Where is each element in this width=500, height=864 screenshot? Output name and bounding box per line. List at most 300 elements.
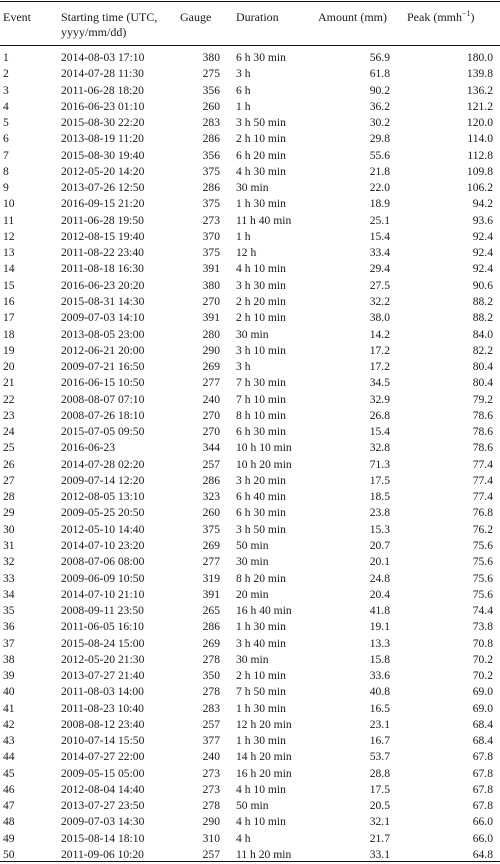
cell-starting-time: 2008-09-11 23:50 bbox=[61, 604, 144, 618]
cell-duration: 30 min bbox=[236, 181, 269, 195]
cell-gauge: 356 bbox=[202, 148, 220, 162]
cell-starting-time: 2013-07-27 23:50 bbox=[61, 799, 145, 813]
cell-amount: 56.9 bbox=[369, 51, 390, 64]
cell-event: 7 bbox=[3, 148, 9, 162]
cell-amount: 30.2 bbox=[369, 116, 390, 130]
cell-peak: 88.2 bbox=[472, 311, 493, 325]
cell-amount: 29.8 bbox=[369, 132, 390, 146]
cell-gauge: 375 bbox=[202, 164, 220, 178]
cell-peak: 73.8 bbox=[472, 620, 493, 634]
cell-amount: 33.4 bbox=[369, 246, 390, 260]
cell-starting-time: 2015-08-31 14:30 bbox=[61, 294, 145, 308]
table-row bbox=[0, 505, 500, 521]
cell-starting-time: 2011-08-18 16:30 bbox=[61, 262, 144, 276]
cell-event: 46 bbox=[3, 782, 15, 796]
cell-gauge: 391 bbox=[202, 262, 220, 276]
cell-gauge: 391 bbox=[202, 587, 220, 601]
cell-duration: 3 h bbox=[236, 67, 251, 81]
table-row bbox=[0, 684, 500, 700]
cell-gauge: 280 bbox=[202, 327, 220, 341]
cell-peak: 67.8 bbox=[472, 750, 493, 764]
header-amount: Amount (mm) bbox=[318, 10, 387, 24]
table-row bbox=[0, 50, 500, 66]
cell-event: 45 bbox=[3, 766, 15, 780]
table-row bbox=[0, 814, 500, 830]
cell-peak: 88.2 bbox=[472, 294, 493, 308]
cell-peak: 69.0 bbox=[472, 685, 493, 699]
cell-event: 43 bbox=[3, 734, 15, 748]
cell-amount: 22.0 bbox=[369, 181, 390, 195]
cell-event: 11 bbox=[3, 213, 15, 227]
table-row bbox=[0, 343, 500, 359]
cell-duration: 8 h 10 min bbox=[236, 408, 286, 422]
table-row bbox=[0, 83, 500, 99]
cell-starting-time: 2016-06-15 10:50 bbox=[61, 376, 145, 390]
cell-amount: 17.2 bbox=[369, 343, 390, 357]
cell-duration: 12 h 20 min bbox=[236, 717, 292, 731]
cell-gauge: 375 bbox=[202, 197, 220, 211]
cell-starting-time: 2014-07-28 02:20 bbox=[61, 457, 145, 471]
cell-peak: 70.2 bbox=[472, 652, 493, 666]
cell-event: 34 bbox=[3, 587, 15, 601]
cell-starting-time: 2009-07-21 16:50 bbox=[61, 360, 145, 374]
cell-amount: 27.5 bbox=[369, 278, 390, 292]
cell-amount: 55.6 bbox=[369, 148, 390, 162]
cell-starting-time: 2014-07-27 22:00 bbox=[61, 750, 145, 764]
cell-event: 3 bbox=[3, 83, 9, 97]
cell-amount: 53.7 bbox=[369, 750, 390, 764]
cell-event: 35 bbox=[3, 604, 15, 618]
cell-duration: 11 h 40 min bbox=[236, 213, 292, 227]
cell-duration: 2 h 20 min bbox=[236, 294, 286, 308]
cell-duration: 16 h 40 min bbox=[236, 604, 292, 618]
table-row bbox=[0, 99, 500, 115]
cell-event: 9 bbox=[3, 181, 9, 195]
cell-amount: 13.3 bbox=[369, 636, 390, 650]
cell-peak: 80.4 bbox=[472, 376, 493, 390]
cell-peak: 77.4 bbox=[472, 457, 493, 471]
table-row bbox=[0, 131, 500, 147]
cell-starting-time: 2012-08-15 19:40 bbox=[61, 229, 145, 243]
cell-event: 26 bbox=[3, 457, 15, 471]
cell-amount: 15.4 bbox=[369, 229, 390, 243]
header-peak-exponent: −1 bbox=[462, 9, 471, 18]
cell-gauge: 370 bbox=[202, 229, 220, 243]
cell-duration: 50 min bbox=[236, 538, 269, 552]
cell-peak: 68.4 bbox=[472, 717, 493, 731]
cell-gauge: 273 bbox=[202, 766, 220, 780]
cell-amount: 15.3 bbox=[369, 522, 390, 536]
cell-amount: 16.7 bbox=[369, 734, 390, 748]
cell-peak: 120.0 bbox=[466, 116, 493, 130]
table-row bbox=[0, 636, 500, 652]
cell-peak: 78.6 bbox=[472, 425, 493, 439]
cell-duration: 11 h 20 min bbox=[236, 848, 292, 862]
cell-gauge: 278 bbox=[202, 799, 220, 813]
cell-amount: 26.8 bbox=[369, 408, 390, 422]
cell-peak: 78.6 bbox=[472, 408, 493, 422]
cell-duration: 1 h 30 min bbox=[236, 734, 286, 748]
table-header-rule bbox=[0, 45, 500, 46]
header-peak-suffix: ) bbox=[470, 10, 475, 24]
table-body bbox=[0, 50, 500, 863]
cell-peak: 136.2 bbox=[466, 83, 493, 97]
cell-starting-time: 2012-06-21 20:00 bbox=[61, 343, 145, 357]
cell-starting-time: 2015-08-14 18:10 bbox=[61, 831, 145, 845]
cell-peak: 70.8 bbox=[472, 636, 493, 650]
cell-amount: 21.7 bbox=[369, 831, 390, 845]
cell-starting-time: 2012-05-20 21:30 bbox=[61, 652, 145, 666]
cell-duration: 2 h 10 min bbox=[236, 132, 286, 146]
cell-gauge: 286 bbox=[202, 132, 220, 146]
table-row bbox=[0, 424, 500, 440]
cell-starting-time: 2012-05-10 14:40 bbox=[61, 522, 145, 536]
cell-duration: 10 h 20 min bbox=[236, 457, 292, 471]
cell-starting-time: 2011-08-23 10:40 bbox=[61, 701, 144, 715]
cell-gauge: 380 bbox=[202, 278, 220, 292]
cell-gauge: 269 bbox=[202, 538, 220, 552]
cell-event: 29 bbox=[3, 506, 15, 520]
cell-gauge: 275 bbox=[202, 67, 220, 81]
cell-gauge: 375 bbox=[202, 246, 220, 260]
cell-gauge: 269 bbox=[202, 636, 220, 650]
cell-peak: 75.6 bbox=[472, 538, 493, 552]
cell-amount: 33.6 bbox=[369, 669, 390, 683]
cell-amount: 23.8 bbox=[369, 506, 390, 520]
cell-peak: 69.0 bbox=[472, 701, 493, 715]
cell-event: 41 bbox=[3, 701, 15, 715]
cell-starting-time: 2009-05-25 20:50 bbox=[61, 506, 145, 520]
cell-starting-time: 2008-08-12 23:40 bbox=[61, 717, 145, 731]
cell-duration: 7 h 30 min bbox=[236, 376, 286, 390]
cell-amount: 15.8 bbox=[369, 652, 390, 666]
cell-event: 38 bbox=[3, 652, 15, 666]
cell-amount: 23.1 bbox=[369, 717, 390, 731]
cell-peak: 121.2 bbox=[466, 99, 493, 113]
cell-duration: 3 h 30 min bbox=[236, 278, 286, 292]
cell-duration: 12 h bbox=[236, 246, 257, 260]
cell-peak: 77.4 bbox=[472, 490, 493, 504]
cell-duration: 3 h 40 min bbox=[236, 636, 286, 650]
table-row bbox=[0, 717, 500, 733]
cell-event: 33 bbox=[3, 571, 15, 585]
cell-starting-time: 2009-07-03 14:30 bbox=[61, 815, 145, 829]
cell-duration: 14 h 20 min bbox=[236, 750, 292, 764]
cell-duration: 8 h 20 min bbox=[236, 571, 286, 585]
cell-duration: 6 h 30 min bbox=[236, 51, 286, 64]
cell-peak: 93.6 bbox=[472, 213, 493, 227]
cell-starting-time: 2012-05-20 14:20 bbox=[61, 164, 145, 178]
table-row bbox=[0, 522, 500, 538]
cell-starting-time: 2011-06-05 16:10 bbox=[61, 620, 144, 634]
cell-amount: 28.8 bbox=[369, 766, 390, 780]
cell-event: 47 bbox=[3, 799, 15, 813]
cell-peak: 109.8 bbox=[466, 164, 493, 178]
table-bottom-rule bbox=[0, 861, 500, 862]
cell-amount: 20.5 bbox=[369, 799, 390, 813]
cell-gauge: 323 bbox=[202, 490, 220, 504]
cell-gauge: 319 bbox=[202, 571, 220, 585]
cell-starting-time: 2008-07-06 08:00 bbox=[61, 555, 145, 569]
cell-duration: 1 h 30 min bbox=[236, 701, 286, 715]
cell-event: 1 bbox=[3, 51, 9, 64]
table-row bbox=[0, 603, 500, 619]
cell-duration: 2 h 10 min bbox=[236, 669, 286, 683]
cell-duration: 7 h 50 min bbox=[236, 685, 286, 699]
cell-starting-time: 2013-08-05 23:00 bbox=[61, 327, 145, 341]
cell-starting-time: 2009-07-14 12:20 bbox=[61, 473, 145, 487]
table-row bbox=[0, 619, 500, 635]
cell-amount: 24.8 bbox=[369, 571, 390, 585]
table-row bbox=[0, 766, 500, 782]
cell-peak: 67.8 bbox=[472, 782, 493, 796]
cell-amount: 32.9 bbox=[369, 392, 390, 406]
table-row bbox=[0, 538, 500, 554]
cell-event: 21 bbox=[3, 376, 15, 390]
cell-event: 19 bbox=[3, 343, 15, 357]
cell-starting-time: 2014-07-10 23:20 bbox=[61, 538, 145, 552]
cell-peak: 92.4 bbox=[472, 246, 493, 260]
cell-amount: 18.5 bbox=[369, 490, 390, 504]
cell-event: 13 bbox=[3, 246, 15, 260]
table-row bbox=[0, 229, 500, 245]
cell-event: 32 bbox=[3, 555, 15, 569]
header-peak bbox=[407, 10, 475, 25]
cell-duration: 4 h bbox=[236, 831, 251, 845]
header-starting-time-line1: Starting time (UTC, bbox=[61, 10, 158, 24]
cell-peak: 67.8 bbox=[472, 766, 493, 780]
table-top-rule bbox=[0, 1, 500, 2]
table-row bbox=[0, 245, 500, 261]
cell-amount: 19.1 bbox=[369, 620, 390, 634]
cell-event: 42 bbox=[3, 717, 15, 731]
cell-gauge: 290 bbox=[202, 815, 220, 829]
table-row bbox=[0, 278, 500, 294]
cell-gauge: 283 bbox=[202, 116, 220, 130]
cell-event: 14 bbox=[3, 262, 15, 276]
cell-peak: 92.4 bbox=[472, 229, 493, 243]
cell-amount: 29.4 bbox=[369, 262, 390, 276]
cell-starting-time: 2015-08-24 15:00 bbox=[61, 636, 145, 650]
cell-amount: 90.2 bbox=[369, 83, 390, 97]
cell-duration: 6 h bbox=[236, 83, 251, 97]
cell-event: 25 bbox=[3, 441, 15, 455]
cell-starting-time: 2016-09-15 21:20 bbox=[61, 197, 145, 211]
table-row bbox=[0, 782, 500, 798]
cell-starting-time: 2009-05-15 05:00 bbox=[61, 766, 145, 780]
cell-peak: 74.4 bbox=[472, 604, 493, 618]
cell-event: 18 bbox=[3, 327, 15, 341]
cell-starting-time: 2008-08-07 07:10 bbox=[61, 392, 145, 406]
cell-gauge: 375 bbox=[202, 522, 220, 536]
cell-amount: 32.8 bbox=[369, 441, 390, 455]
cell-starting-time: 2015-08-30 22:20 bbox=[61, 116, 145, 130]
table-row bbox=[0, 359, 500, 375]
cell-peak: 79.2 bbox=[472, 392, 493, 406]
cell-duration: 3 h bbox=[236, 360, 251, 374]
cell-event: 12 bbox=[3, 229, 15, 243]
cell-amount: 36.2 bbox=[369, 99, 390, 113]
table-row bbox=[0, 294, 500, 310]
cell-amount: 15.4 bbox=[369, 425, 390, 439]
cell-gauge: 286 bbox=[202, 181, 220, 195]
cell-amount: 16.5 bbox=[369, 701, 390, 715]
cell-peak: 66.0 bbox=[472, 815, 493, 829]
cell-starting-time: 2011-08-22 23:40 bbox=[61, 246, 144, 260]
cell-gauge: 290 bbox=[202, 343, 220, 357]
cell-event: 37 bbox=[3, 636, 15, 650]
cell-duration: 20 min bbox=[236, 587, 269, 601]
cell-amount: 17.5 bbox=[369, 473, 390, 487]
cell-duration: 1 h 30 min bbox=[236, 620, 286, 634]
cell-gauge: 286 bbox=[202, 473, 220, 487]
cell-gauge: 391 bbox=[202, 311, 220, 325]
table-row bbox=[0, 310, 500, 326]
cell-gauge: 278 bbox=[202, 685, 220, 699]
table-row bbox=[0, 571, 500, 587]
cell-peak: 94.2 bbox=[472, 197, 493, 211]
table-row bbox=[0, 180, 500, 196]
cell-duration: 3 h 10 min bbox=[236, 343, 286, 357]
cell-amount: 17.2 bbox=[369, 360, 390, 374]
cell-event: 15 bbox=[3, 278, 15, 292]
cell-duration: 6 h 30 min bbox=[236, 425, 286, 439]
header-event: Event bbox=[3, 10, 31, 24]
table-row bbox=[0, 457, 500, 473]
cell-event: 4 bbox=[3, 99, 9, 113]
cell-event: 30 bbox=[3, 522, 15, 536]
cell-event: 27 bbox=[3, 473, 15, 487]
table-row bbox=[0, 375, 500, 391]
cell-duration: 30 min bbox=[236, 652, 269, 666]
cell-amount: 17.5 bbox=[369, 782, 390, 796]
cell-amount: 40.8 bbox=[369, 685, 390, 699]
table-row bbox=[0, 831, 500, 847]
cell-amount: 38.0 bbox=[369, 311, 390, 325]
cell-gauge: 356 bbox=[202, 83, 220, 97]
cell-duration: 50 min bbox=[236, 799, 269, 813]
cell-event: 5 bbox=[3, 116, 9, 130]
cell-starting-time: 2012-08-05 13:10 bbox=[61, 490, 145, 504]
cell-duration: 1 h bbox=[236, 229, 251, 243]
cell-gauge: 344 bbox=[202, 441, 220, 455]
cell-peak: 80.4 bbox=[472, 360, 493, 374]
table-row bbox=[0, 587, 500, 603]
header-duration: Duration bbox=[236, 10, 279, 24]
cell-starting-time: 2015-08-30 19:40 bbox=[61, 148, 145, 162]
cell-starting-time: 2011-06-28 18:20 bbox=[61, 83, 144, 97]
cell-event: 2 bbox=[3, 67, 9, 81]
cell-gauge: 240 bbox=[202, 392, 220, 406]
cell-event: 17 bbox=[3, 311, 15, 325]
cell-peak: 64.8 bbox=[472, 848, 493, 862]
cell-gauge: 350 bbox=[202, 669, 220, 683]
cell-peak: 92.4 bbox=[472, 262, 493, 276]
cell-amount: 71.3 bbox=[369, 457, 390, 471]
cell-gauge: 377 bbox=[202, 734, 220, 748]
table-row bbox=[0, 66, 500, 82]
cell-event: 40 bbox=[3, 685, 15, 699]
cell-duration: 1 h bbox=[236, 99, 251, 113]
cell-event: 50 bbox=[3, 848, 15, 862]
cell-amount: 20.7 bbox=[369, 538, 390, 552]
cell-duration: 7 h 10 min bbox=[236, 392, 286, 406]
table-row bbox=[0, 261, 500, 277]
table-row bbox=[0, 733, 500, 749]
cell-duration: 30 min bbox=[236, 555, 269, 569]
table-row bbox=[0, 554, 500, 570]
cell-gauge: 277 bbox=[202, 555, 220, 569]
cell-peak: 112.8 bbox=[467, 148, 493, 162]
cell-event: 28 bbox=[3, 490, 15, 504]
header-peak-prefix: Peak (mmh bbox=[407, 10, 462, 24]
cell-peak: 180.0 bbox=[466, 51, 493, 64]
cell-gauge: 273 bbox=[202, 782, 220, 796]
cell-peak: 68.4 bbox=[472, 734, 493, 748]
cell-peak: 66.0 bbox=[472, 831, 493, 845]
cell-event: 36 bbox=[3, 620, 15, 634]
cell-peak: 139.8 bbox=[466, 67, 493, 81]
table-row bbox=[0, 798, 500, 814]
cell-event: 24 bbox=[3, 425, 15, 439]
table-row bbox=[0, 489, 500, 505]
table-row bbox=[0, 148, 500, 164]
cell-starting-time: 2011-09-06 10:20 bbox=[61, 848, 144, 862]
cell-event: 22 bbox=[3, 392, 15, 406]
cell-gauge: 257 bbox=[202, 457, 220, 471]
cell-duration: 3 h 20 min bbox=[236, 473, 286, 487]
cell-starting-time: 2013-07-27 21:40 bbox=[61, 669, 145, 683]
cell-amount: 14.2 bbox=[369, 327, 390, 341]
cell-amount: 18.9 bbox=[369, 197, 390, 211]
cell-event: 16 bbox=[3, 294, 15, 308]
cell-gauge: 269 bbox=[202, 360, 220, 374]
cell-starting-time: 2011-06-28 19:50 bbox=[61, 213, 144, 227]
cell-peak: 76.8 bbox=[472, 506, 493, 520]
cell-gauge: 277 bbox=[202, 376, 220, 390]
cell-starting-time: 2009-07-03 14:10 bbox=[61, 311, 145, 325]
cell-peak: 77.4 bbox=[472, 473, 493, 487]
cell-event: 48 bbox=[3, 815, 15, 829]
table-header bbox=[0, 10, 500, 44]
cell-starting-time: 2013-07-26 12:50 bbox=[61, 181, 145, 195]
table-row bbox=[0, 327, 500, 343]
cell-event: 49 bbox=[3, 831, 15, 845]
cell-amount: 41.8 bbox=[369, 604, 390, 618]
cell-duration: 4 h 10 min bbox=[236, 815, 286, 829]
cell-event: 10 bbox=[3, 197, 15, 211]
cell-gauge: 270 bbox=[202, 408, 220, 422]
cell-gauge: 286 bbox=[202, 620, 220, 634]
cell-gauge: 240 bbox=[202, 750, 220, 764]
cell-duration: 4 h 30 min bbox=[236, 164, 286, 178]
cell-starting-time: 2014-07-28 11:30 bbox=[61, 67, 144, 81]
table-row bbox=[0, 392, 500, 408]
cell-gauge: 310 bbox=[202, 831, 220, 845]
cell-starting-time: 2013-08-19 11:20 bbox=[61, 132, 144, 146]
cell-gauge: 257 bbox=[202, 848, 220, 862]
table-row bbox=[0, 473, 500, 489]
cell-duration: 6 h 30 min bbox=[236, 506, 286, 520]
cell-event: 31 bbox=[3, 538, 15, 552]
cell-starting-time: 2015-07-05 09:50 bbox=[61, 425, 145, 439]
table-row bbox=[0, 164, 500, 180]
cell-duration: 3 h 50 min bbox=[236, 522, 286, 536]
cell-starting-time: 2011-08-03 14:00 bbox=[61, 685, 144, 699]
cell-duration: 6 h 20 min bbox=[236, 148, 286, 162]
cell-duration: 4 h 10 min bbox=[236, 262, 286, 276]
cell-peak: 106.2 bbox=[466, 181, 493, 195]
